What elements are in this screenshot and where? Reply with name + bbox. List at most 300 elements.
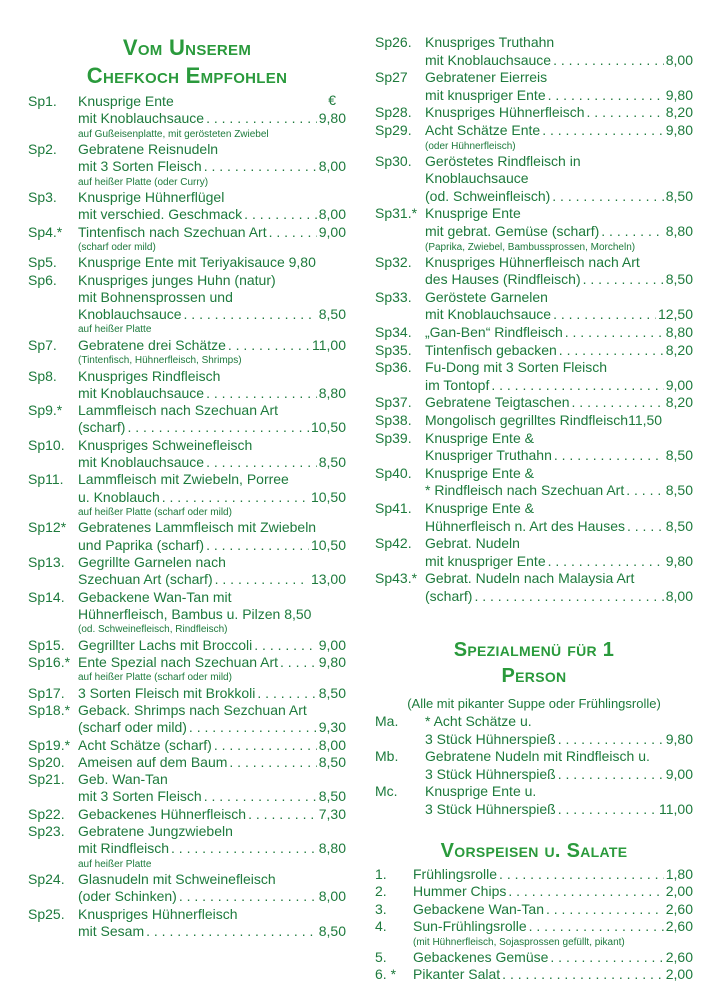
item-name: (scharf) xyxy=(78,419,126,436)
item-price: 9,80 xyxy=(665,730,693,747)
leader-dots xyxy=(184,306,317,323)
menu-item xyxy=(28,141,346,190)
item-name: (scharf) xyxy=(425,587,473,604)
item-line xyxy=(425,223,693,241)
item-line xyxy=(425,801,693,819)
leader-dots xyxy=(572,394,664,412)
item-line: Knusprige Hühnerflügel xyxy=(78,189,225,205)
item-line xyxy=(413,966,693,983)
item-line: Geröstete Garnelen xyxy=(425,288,548,305)
leader-dots xyxy=(553,306,656,324)
item-line: Knusprige Ente u. xyxy=(425,783,537,800)
item-code: Sp40. xyxy=(375,464,412,481)
item-price: 8,50 xyxy=(318,788,346,805)
menu-item xyxy=(375,430,693,465)
leader-dots xyxy=(204,788,317,805)
item-line: Geröstetes Rindfleisch in xyxy=(425,152,581,169)
item-price: 8,00 xyxy=(665,51,693,68)
item-note: (Tintenfisch, Hühnerfleisch, Shrimps) xyxy=(78,355,242,367)
item-name: „Gan-Ben“ Rindfleisch xyxy=(425,324,563,340)
item-name: * Rindfleisch nach Szechuan Art xyxy=(425,482,625,499)
item-name: Gebratene drei Schätze xyxy=(78,336,226,353)
menu-item xyxy=(375,394,693,412)
item-price: 7,30 xyxy=(318,805,346,822)
item-name: mit 3 Sorten Fleisch xyxy=(78,788,202,805)
leader-dots xyxy=(162,489,309,506)
item-name: Hühnerfleisch n. Art des Hauses xyxy=(425,517,625,534)
leader-dots xyxy=(542,122,664,140)
item-price: 8,50 xyxy=(318,922,346,939)
item-note: auf heißer Platte xyxy=(78,858,152,870)
item-price: 2,60 xyxy=(665,918,693,935)
menu-item xyxy=(375,570,693,605)
item-code: Ma. xyxy=(375,713,399,729)
item-line: Gebrat. Nudeln nach Malaysia Art xyxy=(425,570,635,587)
item-code: Sp34. xyxy=(375,324,412,340)
menu-item xyxy=(28,437,346,472)
item-code: Mc. xyxy=(375,783,398,800)
currency-label: € xyxy=(328,92,336,108)
item-code: Sp16.* xyxy=(28,653,71,670)
item-code: Sp41. xyxy=(375,500,412,516)
leader-dots xyxy=(146,923,317,940)
title-line-1: Vom Unserem xyxy=(122,35,252,60)
item-line: Knuspriges Hühnerfleisch nach Art xyxy=(425,253,640,270)
menu-item xyxy=(28,471,346,520)
leader-dots xyxy=(583,271,664,289)
leader-dots xyxy=(206,110,317,127)
item-price: 11,00 xyxy=(659,800,693,817)
menu-item xyxy=(28,93,346,142)
leader-dots xyxy=(206,385,317,402)
menu-item xyxy=(28,906,346,941)
item-line: Gebackene Wan-Tan mit xyxy=(78,588,232,605)
item-price: 8,00 xyxy=(318,888,346,905)
menu-item xyxy=(375,883,693,900)
item-code: Sp15. xyxy=(28,636,65,653)
menu-item xyxy=(28,771,346,806)
item-code: Sp37. xyxy=(375,394,412,411)
menu-item xyxy=(28,189,346,224)
menu-item xyxy=(375,254,693,289)
item-code: Sp2. xyxy=(28,141,57,157)
item-line xyxy=(425,518,693,536)
item-price: 8,50 xyxy=(665,447,693,464)
item-code: Sp9.* xyxy=(28,402,63,419)
menu-item xyxy=(28,806,346,823)
item-line xyxy=(425,188,693,206)
item-price: 8,50 xyxy=(318,684,346,701)
leader-dots xyxy=(244,206,317,223)
item-price: 8,80 xyxy=(665,324,693,340)
item-name: mit Knoblauchsauce xyxy=(425,306,552,323)
leader-dots xyxy=(499,866,664,883)
item-name: Gegrillter Lachs mit Broccoli xyxy=(78,636,253,653)
item-code: 5. xyxy=(375,948,387,965)
item-price: 8,50 xyxy=(318,454,346,471)
item-code: Sp29. xyxy=(375,122,412,138)
item-line: Lammfleisch mit Zwiebeln, Porree xyxy=(78,471,289,488)
item-line: Gebratenes Lammfleisch mit Zwiebeln xyxy=(78,519,317,536)
item-line xyxy=(413,866,693,883)
item-name: mit Sesam xyxy=(78,922,145,939)
item-code: Sp27 xyxy=(375,69,408,86)
item-line: Knuspriges Hühnerfleisch xyxy=(78,905,238,922)
item-price: 9,00 xyxy=(318,223,346,240)
menu-item xyxy=(375,713,693,748)
item-price: 11,00 xyxy=(312,336,346,353)
item-note: auf heißer Platte xyxy=(78,324,152,336)
item-name: mit gebrat. Gemüse (scharf) xyxy=(425,222,600,239)
item-line xyxy=(413,883,693,900)
item-price: 2,00 xyxy=(665,966,693,982)
menu-item xyxy=(28,519,346,554)
item-code: Sp20. xyxy=(28,753,65,770)
item-price: 9,30 xyxy=(318,719,346,736)
item-code: Sp13. xyxy=(28,554,65,570)
menu-item xyxy=(28,554,346,589)
item-line xyxy=(78,637,346,654)
item-name: Ameisen auf dem Baum xyxy=(78,753,228,770)
item-note: (mit Hühnerfleisch, Sojasprossen gefüllt, pikant) xyxy=(413,936,625,948)
item-price: 9,80 xyxy=(318,110,346,127)
item-line xyxy=(78,754,346,771)
item-line: Knoblauchsauce xyxy=(425,170,529,187)
item-name: Hummer Chips xyxy=(413,883,507,900)
item-line xyxy=(78,385,346,402)
item-price: 10,50 xyxy=(310,536,346,553)
item-line xyxy=(78,489,346,506)
leader-dots xyxy=(627,518,664,536)
item-price: 2,60 xyxy=(665,948,693,965)
item-line xyxy=(78,654,346,671)
item-code: Sp17. xyxy=(28,684,65,701)
item-line xyxy=(78,571,346,588)
title-line-2: Chefkoch Empfohlen xyxy=(86,63,288,88)
leader-dots xyxy=(601,223,663,241)
item-line: Glasnudeln mit Schweinefleisch xyxy=(78,871,276,887)
leader-dots xyxy=(558,766,664,784)
leader-dots xyxy=(254,637,316,654)
leader-dots xyxy=(189,719,317,736)
leader-dots xyxy=(215,571,309,588)
item-code: Sp3. xyxy=(28,189,57,205)
item-code: 2. xyxy=(375,883,387,900)
menu-item xyxy=(28,871,346,906)
item-code: 3. xyxy=(375,900,387,917)
item-name: mit verschied. Geschmack xyxy=(78,206,243,223)
menu-item xyxy=(375,966,693,983)
menu-item xyxy=(375,324,693,342)
leader-dots xyxy=(558,731,664,749)
item-line: Knusprige Ente xyxy=(425,205,521,222)
leader-dots xyxy=(553,52,664,70)
item-price: 8,00 xyxy=(665,587,693,604)
item-line: Gebratener Eierreis xyxy=(425,69,548,86)
item-code: Sp35. xyxy=(375,341,412,358)
leader-dots xyxy=(587,104,664,122)
item-line xyxy=(78,306,346,323)
leader-dots xyxy=(508,883,663,900)
item-line xyxy=(413,949,693,966)
item-name: mit Knoblauchsauce xyxy=(78,384,205,401)
special-title-line-2: Person xyxy=(501,665,567,687)
leader-dots xyxy=(179,888,317,905)
item-code: Sp12* xyxy=(28,519,67,536)
item-line xyxy=(78,923,346,940)
item-line xyxy=(425,553,693,571)
special-menu-note: (Alle mit pikanter Suppe oder Frühlingsrolle) xyxy=(407,696,661,711)
item-line: Geb. Wan-Tan xyxy=(78,771,168,788)
item-price: 9,00 xyxy=(665,376,693,393)
item-code: Sp5. xyxy=(28,254,57,271)
item-name: 3 Stück Hühnerspieß xyxy=(425,800,556,817)
item-code: Mb. xyxy=(375,748,399,765)
item-line xyxy=(78,419,346,436)
item-price: 8,20 xyxy=(665,104,693,121)
menu-item xyxy=(375,535,693,570)
menu-item xyxy=(375,866,693,883)
item-line xyxy=(78,719,346,736)
item-code: Sp22. xyxy=(28,805,65,822)
leader-dots xyxy=(474,588,663,606)
item-name: Ente Spezial nach Szechuan Art xyxy=(78,653,279,670)
leader-dots xyxy=(546,901,664,918)
item-price: 8,80 xyxy=(665,222,693,239)
item-line xyxy=(425,122,693,140)
item-line: Knusprige Ente & xyxy=(425,500,534,516)
item-line: Gebratene Nudeln mit Rindfleisch u. xyxy=(425,748,650,765)
menu-item xyxy=(375,34,693,69)
item-price: 8,00 xyxy=(318,206,346,223)
item-line xyxy=(78,454,346,471)
item-name: Sun-Frühlingsrolle xyxy=(413,918,527,935)
item-name: Gebratene Teigtaschen xyxy=(425,394,570,411)
item-code: Sp33. xyxy=(375,288,412,305)
menu-item xyxy=(375,901,693,918)
menu-item xyxy=(28,589,346,638)
item-name: 3 Stück Hühnerspieß xyxy=(425,765,556,782)
item-code: Sp25. xyxy=(28,905,65,922)
item-code: Sp36. xyxy=(375,359,412,376)
item-line xyxy=(413,901,693,918)
item-name: Gebackenes Gemüse xyxy=(413,948,549,965)
item-name: mit Knoblauchsauce xyxy=(425,51,552,68)
item-line xyxy=(78,737,346,754)
special-menu-title xyxy=(375,637,693,689)
item-note: auf heißer Platte (scharf oder mild) xyxy=(78,506,232,518)
leader-dots xyxy=(554,447,664,465)
item-price: 8,50 xyxy=(665,482,693,499)
menu-item xyxy=(375,153,693,206)
menu-item xyxy=(28,754,346,771)
leader-dots xyxy=(626,482,664,500)
item-line: Gebrat. Nudeln xyxy=(425,535,520,552)
item-code: Sp30. xyxy=(375,152,412,169)
item-line xyxy=(425,306,693,324)
item-price: 9,80 xyxy=(665,122,693,138)
item-line xyxy=(78,337,346,354)
item-name: Acht Schätze Ente xyxy=(425,122,541,138)
item-line xyxy=(425,377,693,395)
leader-dots xyxy=(127,419,309,436)
item-price: 8,20 xyxy=(665,341,693,358)
item-price: 9,80 xyxy=(665,552,693,569)
item-line: Hühnerfleisch, Bambus u. Pilzen 8,50 xyxy=(78,605,312,622)
item-name: mit Knoblauchsauce xyxy=(78,454,205,471)
leader-dots xyxy=(204,158,317,175)
item-code: Sp28. xyxy=(375,104,412,121)
item-price: 1,80 xyxy=(665,866,693,882)
menu-item xyxy=(375,359,693,394)
item-line xyxy=(78,685,346,702)
chef-recommendation-title xyxy=(28,34,346,90)
leader-dots xyxy=(206,537,309,554)
item-line xyxy=(78,206,346,223)
item-code: Sp24. xyxy=(28,871,65,887)
item-line xyxy=(425,104,693,122)
leader-dots xyxy=(228,337,310,354)
starters-title: Vorspeisen u. Salate xyxy=(440,840,628,862)
menu-item xyxy=(28,254,346,271)
menu-item xyxy=(28,654,346,685)
menu-item xyxy=(375,949,693,966)
item-price: 9,80 xyxy=(318,653,346,670)
item-note: (scharf oder mild) xyxy=(78,241,156,253)
item-line: Knuspriges Schweinefleisch xyxy=(78,436,253,453)
menu-item xyxy=(375,104,693,122)
item-name: im Tontopf xyxy=(425,376,490,393)
menu-item xyxy=(375,500,693,535)
item-name: mit knuspriger Ente xyxy=(425,552,546,569)
leader-dots xyxy=(171,840,317,857)
item-name: Szechuan Art (scharf) xyxy=(78,571,213,588)
item-name: des Hauses (Rindfleisch) xyxy=(425,271,581,288)
item-line: Knuspriges Truthahn xyxy=(425,34,555,50)
item-line: Knusprige Ente & xyxy=(425,464,534,481)
leader-dots xyxy=(280,654,317,671)
item-price: 8,50 xyxy=(665,271,693,288)
item-name: Tintenfisch nach Szechuan Art xyxy=(78,223,267,240)
item-line xyxy=(425,87,693,105)
item-code: 4. xyxy=(375,918,387,935)
item-code: Sp4.* xyxy=(28,223,63,240)
item-code: Sp21. xyxy=(28,771,65,788)
menu-item xyxy=(28,823,346,872)
item-code: Sp11. xyxy=(28,471,64,488)
item-line: Fu-Dong mit 3 Sorten Fleisch xyxy=(425,359,608,376)
item-code: Sp31.* xyxy=(375,205,418,222)
item-code: Sp18.* xyxy=(28,701,71,718)
item-note: (Paprika, Zwiebel, Bambussprossen, Morcheln) xyxy=(425,241,636,253)
menu-item xyxy=(28,685,346,702)
item-line: Gebratene Jungzwiebeln xyxy=(78,823,233,839)
item-code: Sp14. xyxy=(28,588,65,605)
item-line: Knuspriges junges Huhn (natur) xyxy=(78,271,276,288)
item-price: 13,00 xyxy=(310,571,346,588)
item-code: Sp10. xyxy=(28,436,65,453)
item-line: Gegrillte Garnelen nach xyxy=(78,554,226,570)
item-line: Gebratene Reisnudeln xyxy=(78,141,219,157)
item-line xyxy=(78,806,346,823)
item-line: Mongolisch gegrilltes Rindfleisch11,50 xyxy=(425,412,663,428)
item-line xyxy=(78,537,346,554)
item-code: Sp7. xyxy=(28,336,57,353)
item-note: auf heißer Platte (scharf oder mild) xyxy=(78,672,232,684)
item-price: 9,00 xyxy=(665,765,693,782)
item-code: Sp32. xyxy=(375,253,412,270)
item-line: Knusprige Ente & xyxy=(425,429,534,446)
item-price: 8,80 xyxy=(318,384,346,401)
item-name: mit 3 Sorten Fleisch xyxy=(78,158,202,175)
menu-item xyxy=(28,637,346,654)
item-price: 2,60 xyxy=(665,900,693,917)
menu-item xyxy=(375,465,693,500)
leader-dots xyxy=(548,553,664,571)
item-price: 8,50 xyxy=(318,753,346,770)
item-note: auf heißer Platte (oder Curry) xyxy=(78,176,209,188)
item-name: Pikanter Salat xyxy=(413,966,501,982)
leader-dots xyxy=(229,754,316,771)
leader-dots xyxy=(548,87,664,105)
item-line xyxy=(78,788,346,805)
item-price: 10,50 xyxy=(310,488,346,505)
menu-item xyxy=(375,748,693,783)
item-line xyxy=(78,840,346,857)
item-line: Knusprige Ente mit Teriyakisauce 9,80 xyxy=(78,254,316,271)
leader-dots xyxy=(257,685,316,702)
item-line xyxy=(425,766,693,784)
item-code: Sp19.* xyxy=(28,736,71,753)
leader-dots xyxy=(206,454,317,471)
leader-dots xyxy=(214,737,317,754)
item-name: (scharf oder mild) xyxy=(78,719,187,736)
item-name: mit knuspriger Ente xyxy=(425,86,546,103)
item-code: Sp38. xyxy=(375,412,412,428)
item-code: Sp23. xyxy=(28,823,65,839)
menu-item xyxy=(375,122,693,154)
item-name: Gebackene Wan-Tan xyxy=(413,900,544,917)
item-line xyxy=(425,447,693,465)
item-price: 10,50 xyxy=(310,419,346,436)
leader-dots xyxy=(558,801,657,819)
special-title-line-1: Spezialmenü für 1 xyxy=(453,639,615,661)
item-name: mit Rindfleisch xyxy=(78,840,170,857)
item-line xyxy=(425,731,693,749)
item-note: (oder Hühnerfleisch) xyxy=(425,140,516,152)
item-line xyxy=(425,394,693,412)
leader-dots xyxy=(269,224,317,241)
leader-dots xyxy=(502,966,664,983)
item-note: (od. Schweinefleisch, Rindfleisch) xyxy=(78,624,228,636)
item-line xyxy=(425,482,693,500)
menu-item xyxy=(375,412,693,430)
leader-dots xyxy=(552,188,663,206)
item-name: Frühlingsrolle xyxy=(413,866,498,882)
item-price: 8,20 xyxy=(665,394,693,411)
item-name: Knuspriger Truthahn xyxy=(425,447,552,464)
menu-item xyxy=(375,69,693,104)
leader-dots xyxy=(565,324,664,342)
item-note: auf Gußeisenplatte, mit gerösteten Zwiebel xyxy=(78,128,269,140)
menu-item xyxy=(28,368,346,403)
menu-item xyxy=(375,783,693,818)
item-code: Sp1. xyxy=(28,93,57,109)
item-price: 8,80 xyxy=(318,840,346,857)
leader-dots xyxy=(248,806,317,823)
item-name: (od. Schweinfleisch) xyxy=(425,187,551,204)
item-code: 1. xyxy=(375,866,387,882)
